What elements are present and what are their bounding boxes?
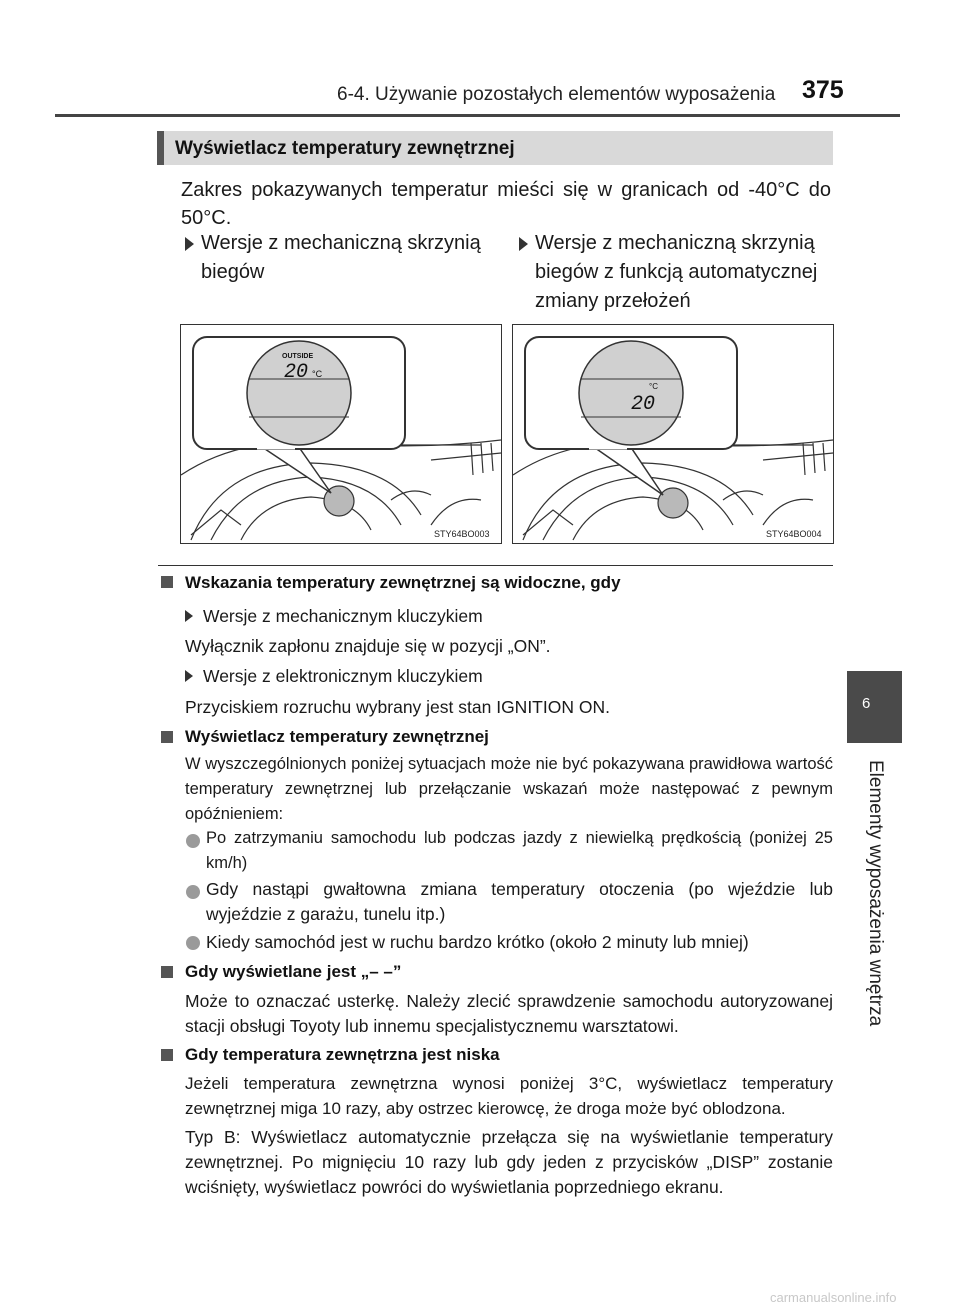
watermark: carmanualsonline.info — [770, 1290, 897, 1305]
arrow-icon — [185, 670, 193, 682]
temperature-value: 20 — [631, 393, 656, 416]
figure-auto-transmission — [512, 324, 834, 544]
variant-left — [180, 229, 505, 287]
note-heading: Gdy temperatura zewnętrzna jest niska — [185, 1045, 500, 1064]
figure-code-left: STY64BO003 — [434, 529, 490, 539]
temperature-unit: °C — [649, 382, 658, 391]
variant-left-label: Wersje z mechaniczną skrzynią biegów — [201, 232, 481, 283]
bullet-dot-icon — [186, 885, 200, 899]
note-text: W wyszczególnionych poniżej sytuacjach może nie być pokazywana prawidłowa wartość temperatury zewnętrznej lub przełączanie wskazań może następować z pewnym opóźnieniem: — [185, 755, 833, 823]
section-heading-bar — [157, 131, 833, 165]
figure-code-right: STY64BO004 — [766, 529, 822, 539]
temperature-value: 20 — [284, 361, 309, 384]
header-rule — [55, 114, 900, 117]
dashboard-illustration — [513, 325, 833, 543]
note-text: Typ B: Wyświetlacz automatycznie przełącza się na wyświetlanie temperatury zewnętrznej. Po mignięciu 10 razy lub gdy jeden z przycisków „DISP” zostanie wciśnięty, wyświetlacz powróci do wyświetlania poprzedniego ekranu. — [185, 1127, 833, 1197]
chapter-side-label-text: Elementy wyposażenia wnętrza — [865, 760, 886, 1027]
note-heading: Wyświetlacz temperatury zewnętrznej — [185, 727, 489, 746]
arrow-icon — [185, 237, 194, 251]
gauge-highlight — [658, 488, 688, 518]
section-marker — [157, 131, 164, 165]
variant-right — [514, 229, 839, 316]
chapter-tab-number: 6 — [862, 695, 871, 712]
note-text: Przyciskiem rozruchu wybrany jest stan IGNITION ON. — [185, 697, 610, 717]
bullet-item: Gdy nastąpi gwałtowna zmiana temperatury otoczenia (po wjeździe lub wyjeździe z garażu, tunelu itp.) — [206, 879, 833, 924]
dashboard-illustration — [181, 325, 501, 543]
page-number: 375 — [802, 76, 844, 104]
intro-text: Zakres pokazywanych temperatur mieści się w granicach od -40°C do 50°C. — [181, 179, 831, 229]
chapter-tab — [847, 671, 902, 743]
bullet-dot-icon — [186, 834, 200, 848]
square-bullet-icon — [161, 966, 173, 978]
note-text: Może to oznaczać usterkę. Należy zlecić sprawdzenie samochodu autoryzowanej stacji obsługi Toyoty lub innemu specjalistycznemu warsztatowi. — [185, 991, 833, 1036]
bullet-item: Kiedy samochód jest w ruchu bardzo krótko (około 2 minuty lub mniej) — [206, 932, 749, 952]
figure-manual-transmission — [180, 324, 502, 544]
square-bullet-icon — [161, 731, 173, 743]
note-heading: Gdy wyświetlane jest „– –” — [185, 962, 402, 981]
chapter-title: 6-4. Używanie pozostałych elementów wyposażenia — [337, 84, 776, 105]
note-subheading: Wersje z mechanicznym kluczykiem — [203, 606, 483, 626]
section-divider — [158, 565, 833, 566]
note-heading: Wskazania temperatury zewnętrznej są widoczne, gdy — [185, 573, 621, 592]
square-bullet-icon — [161, 576, 173, 588]
chapter-side-label — [862, 760, 892, 1090]
bullet-item: Po zatrzymaniu samochodu lub podczas jazdy z niewielką prędkością (poniżej 25 km/h) — [206, 829, 833, 872]
note-text: Wyłącznik zapłonu znajduje się w pozycji „ON”. — [185, 636, 551, 656]
arrow-icon — [519, 237, 528, 251]
arrow-icon — [185, 610, 193, 622]
outside-label: OUTSIDE — [282, 353, 314, 360]
note-text: Jeżeli temperatura zewnętrzna wynosi poniżej 3°C, wyświetlacz temperatury zewnętrznej miga 10 razy, aby ostrzec kierowcę, że droga może być oblodzona. — [185, 1074, 833, 1118]
bullet-dot-icon — [186, 936, 200, 950]
section-title: Wyświetlacz temperatury zewnętrznej — [175, 138, 515, 159]
temperature-unit: °C — [312, 369, 323, 379]
variant-right-label: Wersje z mechaniczną skrzynią biegów z funkcją automatycznej zmiany przełożeń — [535, 232, 818, 312]
note-subheading: Wersje z elektronicznym kluczykiem — [203, 666, 483, 686]
square-bullet-icon — [161, 1049, 173, 1061]
